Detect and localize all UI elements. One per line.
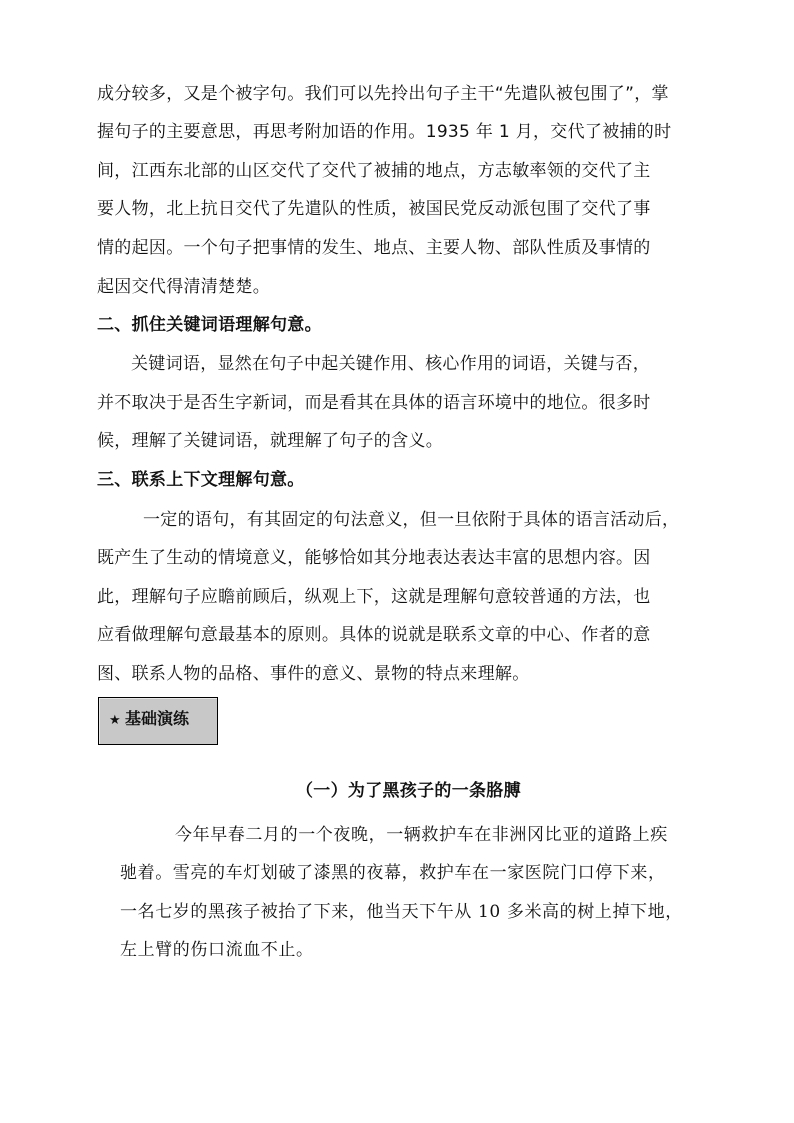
paragraph-line: 并不取决于是否生字新词，而是看其在具体的语言环境中的地位。很多时 (97, 393, 651, 413)
paragraph-line: 成分较多，又是个被字句。我们可以先拎出句子主干“先遣队被包围了”，掌 (97, 84, 669, 104)
story-line: 一名七岁的黑孩子被抬了下来，他当天下午从 10 多米高的树上掉下地， (120, 902, 683, 922)
paragraph-line: 此，理解句子应瞻前顾后，纵观上下，这就是理解句意较普通的方法，也 (97, 587, 651, 607)
basic-practice-badge (98, 697, 218, 745)
paragraph-line: 情的起因。一个句子把事情的发生、地点、主要人物、部队性质及事情的 (97, 238, 651, 258)
paragraph-line: 关键词语，显然在句子中起关键作用、核心作用的词语，关键与否， (131, 354, 650, 374)
paragraph-line: 要人物，北上抗日交代了先遣队的性质，被国民党反动派包围了交代了事 (97, 199, 651, 219)
story-line: 驰着。雪亮的车灯划破了漆黑的夜幕，救护车在一家医院门口停下来， (120, 863, 666, 883)
story-line: 今年早春二月的一个夜晚，一辆救护车在非洲冈比亚的道路上疾 (175, 825, 668, 845)
section-heading: 三、联系上下文理解句意。 (97, 470, 305, 490)
section-heading: 二、抓住关键词语理解句意。 (97, 315, 322, 335)
paragraph-line: 间，江西东北部的山区交代了交代了被捕的地点，方志敏率领的交代了主 (97, 161, 651, 181)
paragraph-line: 图、联系人物的品格、事件的意义、景物的特点来理解。 (97, 664, 530, 684)
paragraph-line: 一定的语句，有其固定的句法意义，但一旦依附于具体的语言活动后， (143, 510, 680, 530)
badge-label: 基础演练 (125, 709, 190, 728)
paragraph-line: 候，理解了关键词语，就理解了句子的含义。 (97, 431, 443, 451)
star-icon: ★ (109, 713, 121, 728)
paragraph-line: 握句子的主要意思，再思考附加语的作用。1935 年 1 月，交代了被捕的时 (97, 122, 672, 142)
exercise-title: （一）为了黑孩子的一条胳膊 (296, 781, 521, 801)
story-line: 左上臂的伤口流血不止。 (120, 940, 314, 960)
paragraph-line: 应看做理解句意最基本的原则。具体的说就是联系文章的中心、作者的意 (97, 625, 651, 645)
paragraph-line: 既产生了生动的情境意义，能够恰如其分地表达表达丰富的思想内容。因 (97, 548, 651, 568)
paragraph-line: 起因交代得清清楚楚。 (97, 277, 270, 297)
